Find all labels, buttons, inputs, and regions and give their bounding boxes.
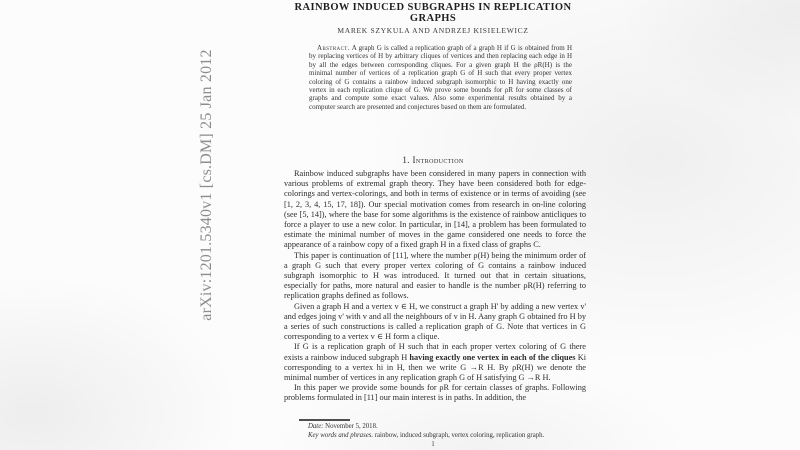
- paper-body: [284, 169, 586, 404]
- paragraph-4-text: If G is a replication graph of H such that in each proper vertex coloring of G there exists a rainbow induced subgraph H: [284, 342, 586, 362]
- date-value: November 5, 2018.: [323, 423, 378, 430]
- paragraph-2: This paper is continuation of [11], where the number ρ(H) being the minimum order of a graph G such that every proper vertex coloring of G contains a rainbow induced subgraph isomorphic to H was introduced. It turned out that in certain situations, especially for paths, more natural and easier to handle is the number ρR(H) referring to replication graphs defined as follows.: [284, 250, 586, 301]
- keywords-value: rainbow, induced subgraph, vertex coloring, replication graph.: [373, 431, 545, 439]
- footnote-rule: [299, 419, 350, 421]
- abstract-text: A graph G is called a replication graph of a graph H if G is obtained from H by replacing vertices of H by arbitrary cliques of vertices and then replacing each edge in H by all the edges between corresponding cliques. For a given graph H the ρR(H) is the minimal number of vertices of a replication graph G of H such that every proper vertex coloring of G contains a rainbow induced subgraph isomorphic to H having exactly one vertex in each replication clique of G. We prove some bounds for ρR for some classes of graphs and compute some exact values. Also some experimental results obtained by a computer search are presented and conjectures based on them are formulated.: [309, 44, 572, 111]
- arxiv-stamp: arXiv:1201.5340v1 [cs.DM] 25 Jan 2012: [198, 49, 215, 321]
- paper-title: RAINBOW INDUCED SUBGRAPHS IN REPLICATION GRAPHS: [294, 2, 572, 24]
- date-label: Date:: [308, 423, 324, 430]
- abstract-label: Abstract.: [317, 44, 350, 52]
- paragraph-4-bold-text: having exactly one vertex in each of the cliques: [409, 352, 576, 362]
- paragraph-4-text-end: Ki corresponding to a vertex hi in H, then we write G →R H. By ρR(H) we denote the minimal number of vertices in any replication graph G of H satisfying G →R H.: [284, 352, 587, 383]
- paragraph-1: Rainbow induced subgraphs have been considered in many papers in connection with various problems of extremal graph theory. They have been considered both for edge-colorings and vertex-colorings, and both in terms of existence or in terms of avoiding (see [1, 2, 3, 4, 15, 17, 18]). Our special motivation comes from research in on-line coloring (see [5, 14]), where the base for some algorithms is the existence of rainbow anticliques to force a player to use a new color. In particular, in [14], a problem has been formulated to estimate the minimal number of moves in the game considered one needs to force the appearance of a rainbow copy of a fixed graph H in a fixed class of graphs C.: [284, 169, 586, 250]
- footnote-date-line: [299, 423, 589, 432]
- keywords-label: Key words and phrases.: [308, 431, 374, 439]
- section-heading-introduction: 1. Introduction: [402, 155, 464, 165]
- paragraph-4: [284, 342, 586, 383]
- paragraph-5: In this paper we provide some bounds for ρR for certain classes of graphs. Following problems formulated in [11] our main interest is in paths. In addition, the: [284, 383, 586, 403]
- abstract-block: [309, 44, 572, 111]
- page-number: 1: [431, 440, 435, 448]
- paper-authors: MAREK SZYKULA AND ANDRZEJ KISIELEWICZ: [337, 26, 529, 35]
- paragraph-3: Given a graph H and a vertex v ∈ H, we construct a graph H' by adding a new vertex v' and edges joing v' with v and all the neighbours of v in H. Aany graph G obtained fro H by a series of such constructions is called a replication graph of G. Note that vertices in G corresponding to a vertex v ∈ H form a clique.: [284, 301, 586, 342]
- footnote-block: [299, 423, 589, 441]
